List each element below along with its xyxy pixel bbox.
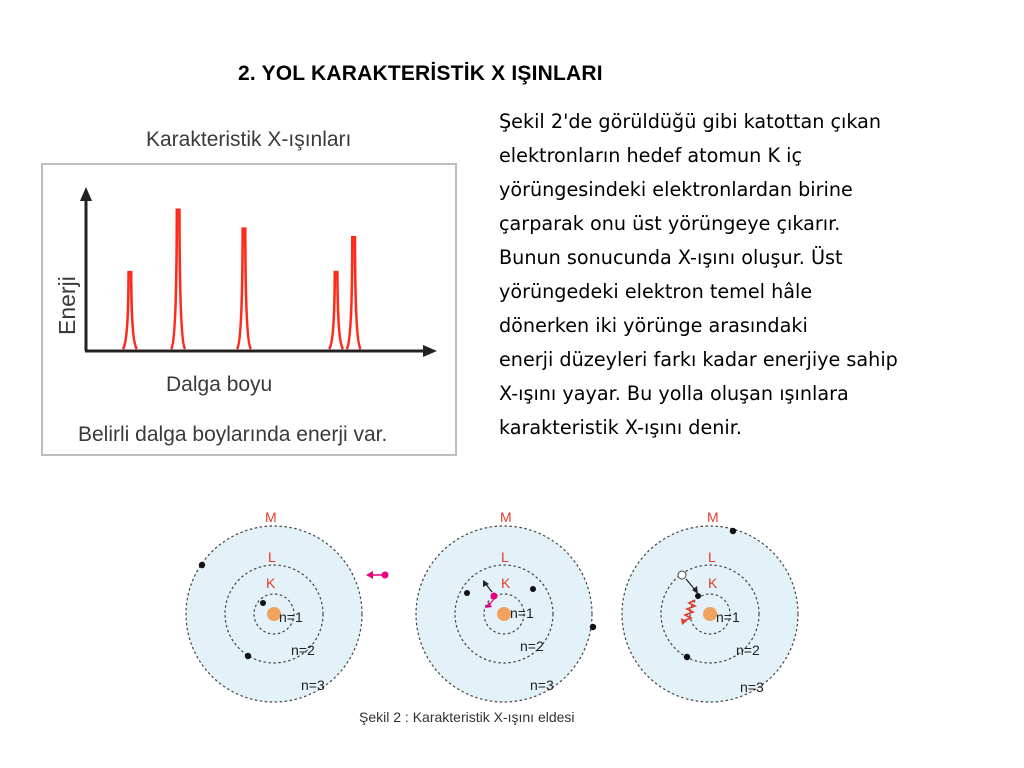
- level-label-n3: n=3: [740, 679, 764, 695]
- paragraph-line: karakteristik X-ışını denir.: [499, 416, 742, 439]
- atom-diagram-2: [416, 509, 596, 702]
- paragraph-line: elektronların hedef atomun K iç: [499, 144, 803, 167]
- slide-title: 2. YOL KARAKTERİSTİK X IŞINLARI: [238, 62, 603, 85]
- electron: [260, 600, 266, 606]
- spectrum-peak-3: [237, 229, 251, 349]
- paragraph-line: X-ışını yayar. Bu yolla oluşan ışınlara: [499, 382, 849, 405]
- atom-diagram-1: [186, 509, 389, 702]
- level-label-n2: n=2: [520, 638, 544, 654]
- level-label-n1: n=1: [716, 609, 740, 625]
- electron: [245, 653, 251, 659]
- level-label-n3: n=3: [301, 677, 325, 693]
- atom-diagram-3: [622, 509, 798, 702]
- level-label-n3: n=3: [530, 677, 554, 693]
- y-axis-label: Enerji: [54, 276, 80, 335]
- spectrum-peaks: [123, 210, 361, 349]
- level-label-n2: n=2: [291, 642, 315, 658]
- electron: [684, 654, 690, 660]
- incoming-electron-arrowhead: [366, 571, 373, 579]
- spectrum-peak-4: [329, 272, 343, 349]
- colliding-electron: [491, 593, 498, 600]
- shell-label-l: L: [268, 549, 276, 565]
- vacancy: [678, 571, 686, 579]
- spectrum-peak-2: [171, 210, 185, 349]
- atom-diagrams: [180, 500, 820, 740]
- paragraph-line: dönerken iki yörünge arasındaki: [499, 314, 808, 337]
- nucleus: [703, 607, 717, 621]
- paragraph-line: Şekil 2'de görüldüğü gibi katottan çıkan: [499, 110, 882, 133]
- shell-label-k: K: [266, 575, 276, 591]
- shell-label-k: K: [501, 575, 511, 591]
- spectrum-peak-1: [123, 272, 137, 349]
- electron: [730, 528, 736, 534]
- level-label-n1: n=1: [510, 605, 534, 621]
- x-axis-label: Dalga boyu: [166, 373, 273, 396]
- x-axis-arrowhead: [423, 345, 437, 357]
- shell-label-k: K: [708, 575, 718, 591]
- spectrum-figure-heading: Karakteristik X-ışınları: [146, 128, 352, 151]
- shell-label-l: L: [708, 549, 716, 565]
- paragraph-line: çarparak onu üst yörüngeye çıkarır.: [499, 212, 841, 235]
- electron: [695, 593, 701, 599]
- y-axis-arrowhead: [80, 187, 92, 201]
- nucleus: [497, 607, 511, 621]
- spectrum-chart-frame: [41, 163, 457, 456]
- paragraph-line: yörüngesindeki elektronlardan birine: [499, 178, 853, 201]
- shell-label-m: M: [265, 509, 277, 525]
- shell-label-m: M: [707, 509, 719, 525]
- electron: [530, 586, 536, 592]
- electron: [590, 624, 596, 630]
- incoming-electron: [382, 572, 389, 579]
- shell-label-m: M: [500, 509, 512, 525]
- spectrum-chart: [43, 165, 455, 454]
- paragraph-line: enerji düzeyleri farkı kadar enerjiye sahip: [499, 348, 898, 371]
- spectrum-note: Belirli dalga boylarında enerji var.: [78, 423, 388, 446]
- electron: [199, 562, 205, 568]
- spectrum-peak-5: [347, 237, 361, 349]
- electron: [464, 590, 470, 596]
- level-label-n1: n=1: [279, 609, 303, 625]
- paragraph-line: Bunun sonucunda X-ışını oluşur. Üst: [499, 246, 843, 269]
- figure-caption: Şekil 2 : Karakteristik X-ışını eldesi: [359, 709, 575, 725]
- shell-label-l: L: [501, 549, 509, 565]
- level-label-n2: n=2: [736, 642, 760, 658]
- explanation-paragraph: [499, 105, 999, 445]
- atom-diagrams-svg: [180, 500, 820, 740]
- paragraph-line: yörüngedeki elektron temel hâle: [499, 280, 813, 303]
